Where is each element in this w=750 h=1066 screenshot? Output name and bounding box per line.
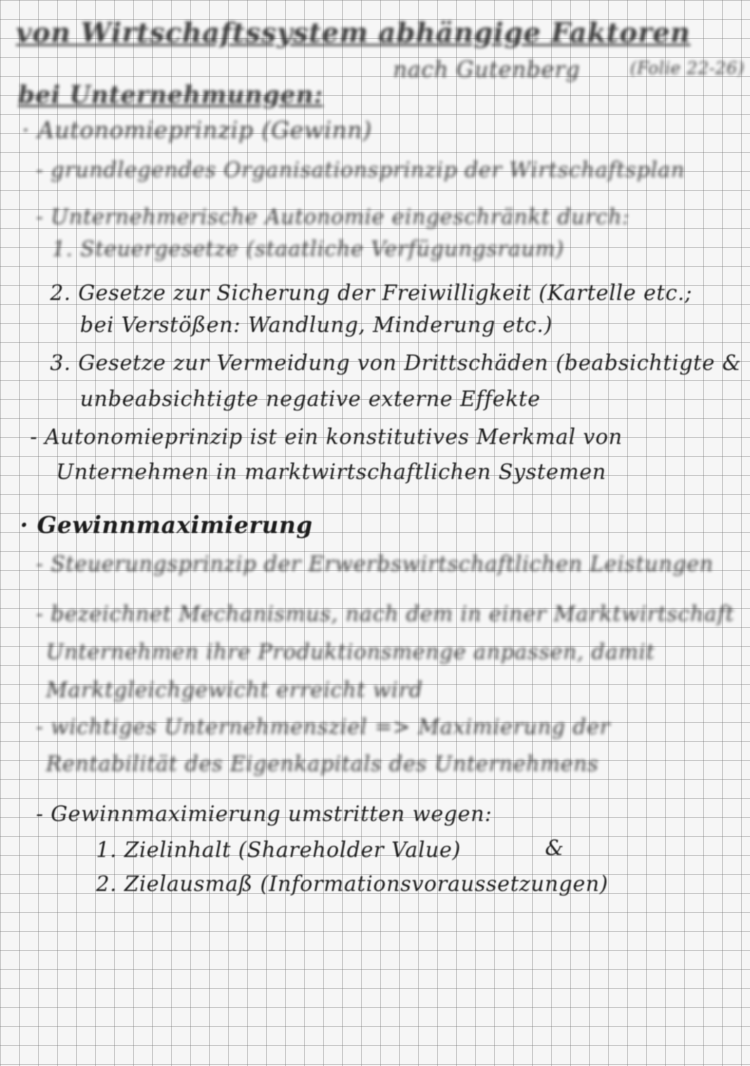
note-line: 2. Zielausmaß (Informationsvoraussetzungen) bbox=[96, 872, 609, 896]
note-line: - Autonomieprinzip ist ein konstitutives Merkmal von bbox=[30, 425, 623, 449]
note-line: - bezeichnet Mechanismus, nach dem in einer Marktwirtschaft bbox=[36, 602, 735, 626]
note-line: 3. Gesetze zur Vermeidung von Drittschäden (beabsichtigte & bbox=[50, 351, 742, 375]
note-line: - wichtiges Unternehmensziel => Maximierung der bbox=[36, 715, 611, 739]
heading-gewinnmaximierung: · Gewinnmaximierung bbox=[20, 512, 313, 539]
slide-reference: (Folie 22-26) bbox=[630, 58, 745, 79]
note-line: 1. Steuergesetze (staatliche Verfügungsraum) bbox=[52, 237, 565, 261]
note-line: - grundlegendes Organisationsprinzip der Wirtschaftsplan bbox=[36, 158, 685, 182]
heading-autonomieprinzip: · Autonomieprinzip (Gewinn) bbox=[22, 118, 373, 144]
note-line: - Unternehmerische Autonomie eingeschränkt durch: bbox=[36, 205, 630, 229]
note-line: 2. Gesetze zur Sicherung der Freiwilligkeit (Kartelle etc.; bbox=[50, 281, 693, 305]
note-line: Rentabilität des Eigenkapitals des Unternehmens bbox=[46, 752, 599, 776]
author-reference: nach Gutenberg bbox=[393, 58, 581, 83]
note-line: Unternehmen ihre Produktionsmenge anpassen, damit bbox=[46, 640, 655, 664]
note-line: Marktgleichgewicht erreicht wird bbox=[46, 678, 423, 702]
note-line: - Steuerungsprinzip der Erwerbswirtschaftlichen Leistungen bbox=[36, 552, 714, 576]
note-line: bei Verstößen: Wandlung, Minderung etc.) bbox=[80, 313, 553, 337]
note-line: unbeabsichtigte negative externe Effekte bbox=[80, 387, 541, 411]
note-line: 1. Zielinhalt (Shareholder Value) bbox=[96, 838, 461, 862]
note-line: Unternehmen in marktwirtschaftlichen Systemen bbox=[56, 460, 607, 484]
page-subtitle: bei Unternehmungen: bbox=[18, 80, 324, 109]
note-line: & bbox=[545, 836, 565, 860]
note-line: - Gewinnmaximierung umstritten wegen: bbox=[36, 802, 493, 826]
page-title: von Wirtschaftssystem abhängige Faktoren bbox=[16, 18, 691, 49]
